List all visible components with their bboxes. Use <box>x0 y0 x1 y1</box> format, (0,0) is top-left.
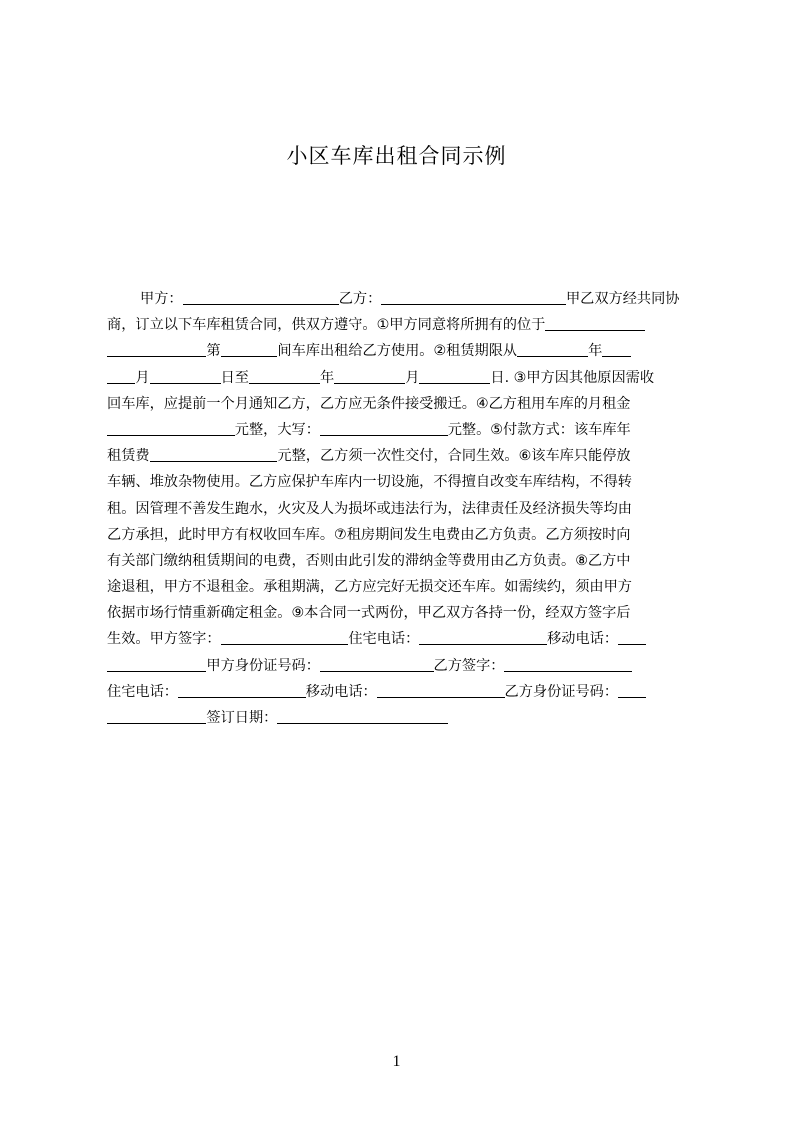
fill-in-blank[interactable] <box>504 656 632 672</box>
contract-text: 月 <box>405 369 420 386</box>
fill-in-blank[interactable] <box>618 682 646 698</box>
contract-text: 日. ③甲方因其他原因需收 <box>490 369 655 386</box>
page-number: 1 <box>392 1053 401 1070</box>
contract-line <box>107 417 697 443</box>
fill-in-blank[interactable] <box>381 289 566 305</box>
contract-line <box>107 653 697 679</box>
contract-line <box>107 600 697 626</box>
contract-text: 间车库出租给乙方使用。②租赁期限从 <box>277 343 518 360</box>
contract-text: 租。因管理不善发生跑水，火灾及人为损坏或违法行为，法律责任及经济损失等均由 <box>107 500 632 517</box>
contract-text: 住宅电话： <box>348 631 420 648</box>
contract-text: 第 <box>206 343 221 360</box>
contract-line <box>107 391 697 417</box>
contract-text: 依据市场行情重新确定租金。⑨本合同一式两份，甲乙双方各持一份，经双方签字后 <box>107 605 631 622</box>
contract-text: 移动电话： <box>305 683 377 700</box>
fill-in-blank[interactable] <box>419 368 490 384</box>
fill-in-blank[interactable] <box>221 341 278 357</box>
contract-line <box>107 626 697 652</box>
contract-text: 甲方身份证号码： <box>206 657 320 674</box>
contract-text: 回车库，应提前一个月通知乙方，乙方应无条件接受搬迁。④乙方租用车库的月租金 <box>107 395 631 412</box>
contract-text: 移动电话： <box>547 631 619 648</box>
contract-text: 日至 <box>220 369 249 386</box>
fill-in-blank[interactable] <box>277 708 447 724</box>
contract-text: 年 <box>588 343 603 360</box>
contract-text: 甲方： <box>140 291 183 307</box>
fill-in-blank[interactable] <box>249 368 320 384</box>
contract-line <box>107 522 697 548</box>
contract-line <box>107 365 697 391</box>
fill-in-blank[interactable] <box>150 368 221 384</box>
contract-line <box>107 312 697 338</box>
contract-text: 月 <box>135 369 150 386</box>
contract-line <box>107 705 697 731</box>
contract-line <box>107 496 697 522</box>
contract-text: 商，订立以下车库租赁合同，供双方遵守。①甲方同意将所拥有的位于 <box>107 317 546 334</box>
fill-in-blank[interactable] <box>183 289 339 305</box>
contract-line <box>107 338 697 364</box>
contract-text: 有关部门缴纳租赁期间的电费，否则由此引发的滞纳金等费用由乙方负责。⑧乙方中 <box>107 552 631 569</box>
contract-text: 乙方签字： <box>433 657 505 674</box>
contract-text: 租赁费 <box>107 448 150 465</box>
fill-in-blank[interactable] <box>107 368 135 384</box>
contract-line <box>107 469 697 495</box>
contract-text: 乙方承担，此时甲方有权收回车库。⑦租房期间发生电费由乙方负责。乙方须按时向 <box>107 526 631 543</box>
contract-line <box>107 679 697 705</box>
contract-line <box>107 286 697 312</box>
contract-text: 年 <box>319 369 335 386</box>
contract-text: 车辆、堆放杂物使用。乙方应保护车库内一切设施，不得擅自改变车库结构，不得转 <box>107 474 632 491</box>
contract-text: 乙方： <box>338 291 382 307</box>
contract-text: 住宅电话： <box>107 683 178 700</box>
contract-text: 乙方身份证号码： <box>504 683 619 700</box>
fill-in-blank[interactable] <box>545 315 644 331</box>
fill-in-blank[interactable] <box>320 420 448 436</box>
contract-text: 途退租，甲方不退租金。承租期满，乙方应完好无损交还车库。如需续约，须由甲方 <box>107 579 632 596</box>
contract-text: 签订日期： <box>206 710 278 726</box>
fill-in-blank[interactable] <box>334 368 405 384</box>
page-title: 小区车库出租合同示例 <box>286 144 507 168</box>
contract-body <box>107 286 697 731</box>
contract-text: 元整。⑤付款方式：该车库年 <box>447 421 631 438</box>
fill-in-blank[interactable] <box>178 682 306 698</box>
contract-text: 甲乙双方经共同协 <box>565 291 680 307</box>
contract-text: 元整，大写： <box>234 421 320 438</box>
contract-line <box>107 443 697 469</box>
fill-in-blank[interactable] <box>150 446 278 462</box>
fill-in-blank[interactable] <box>107 341 206 357</box>
fill-in-blank[interactable] <box>602 341 630 357</box>
contract-text: 元整，乙方须一次性交付，合同生效。⑥该车库只能停放 <box>277 448 631 465</box>
fill-in-blank[interactable] <box>107 656 206 672</box>
fill-in-blank[interactable] <box>517 341 588 357</box>
contract-text: 生效。甲方签字： <box>107 631 221 648</box>
contract-line <box>107 548 697 574</box>
fill-in-blank[interactable] <box>377 682 505 698</box>
fill-in-blank[interactable] <box>618 629 646 645</box>
fill-in-blank[interactable] <box>107 708 206 724</box>
fill-in-blank[interactable] <box>320 656 434 672</box>
fill-in-blank[interactable] <box>221 629 349 645</box>
fill-in-blank[interactable] <box>419 629 547 645</box>
fill-in-blank[interactable] <box>107 420 235 436</box>
contract-line <box>107 574 697 600</box>
